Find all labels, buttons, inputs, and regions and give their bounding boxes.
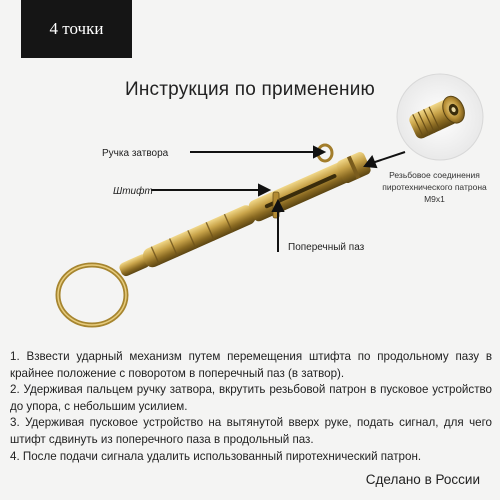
made-in-label: Сделано в России — [365, 472, 480, 487]
instruction-step: 3. Удерживая пусковое устройство на вытянутой вверх руке, подать сигнал, для чего штифт сдвинуть из поперечного паза в продольный паз. — [10, 416, 492, 446]
instruction-step: 2. Удерживая пальцем ручку затвора, вкрутить резьбовой патрон в пусковое устройство до упора, с небольшим усилием. — [10, 383, 492, 413]
label-bolt-handle: Ручка затвора — [102, 148, 169, 159]
instruction-step: 4. После подачи сигнала удалить использованный пиротехнический патрон. — [10, 449, 422, 463]
thread-closeup — [397, 74, 483, 160]
instruction-step: 1. Взвести ударный механизм путем перемещения штифта по продольному пазу в крайнее положение с поворотом в поперечный паз (в затвор). — [10, 350, 492, 380]
label-thread-connection: Резьбовое соединения пиротехнического патрона М9х1 — [382, 170, 487, 204]
label-cross-groove: Поперечный паз — [288, 242, 365, 253]
page-title: Инструкция по применению — [124, 79, 376, 100]
instructions — [10, 349, 492, 465]
badge: 4 точки — [21, 0, 132, 58]
launcher-device — [116, 150, 372, 282]
label-pin: Штифт — [113, 186, 153, 197]
